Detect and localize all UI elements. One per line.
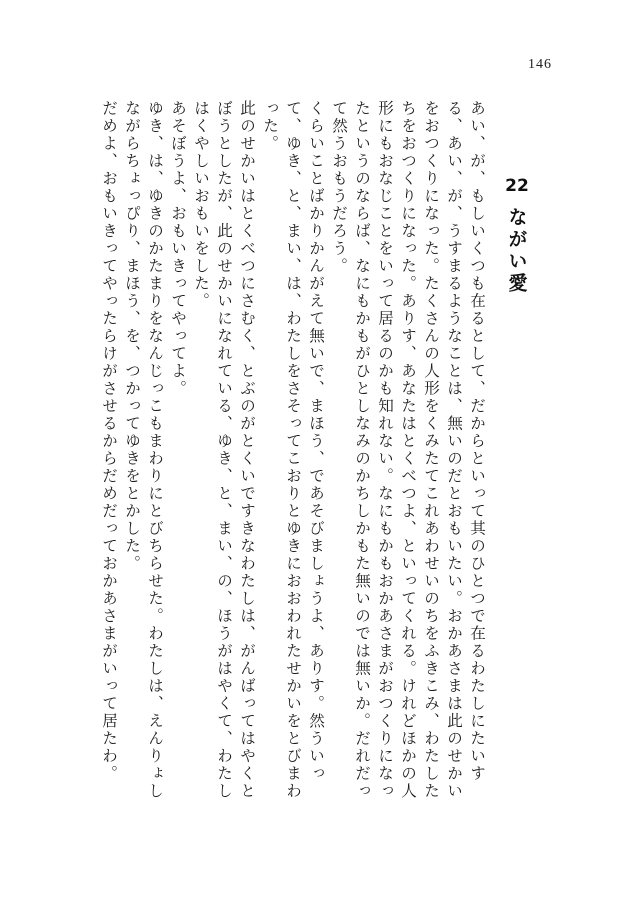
paragraph: あそぼうよ、おもいきってやってよ。 bbox=[169, 100, 187, 398]
paragraph: くらいことばかりかんがえて無いで、まほう、であそびましょうよ、ありす。然ういって、ゆき、と、まい、は、わたしをさそってこおりとゆきにおおわれたせかいをとびまわった。 bbox=[261, 100, 325, 800]
paragraph: あい、が、もしいくつも在るとして、だからといって其のひとつで在るわたしにたいする、あい、が、うすまるようなことは、無いのだとおもいたい。おかあさまは此のせかいをおつくりになった。たくさんの人形をくみたてこれあわせいのちをふきこみ、わたしたちをおつくりになった。ありす、あなたはとくべつよ、といってくれる。けれどほかの人形にもおなじことをいって居るのかも知れない。なにもかもおかあさまがおつくりになったというのならば、なにもかもがひとしなみのかちしかもた無いのでは無いか。だれだって然うおもうだろう。 bbox=[330, 100, 486, 800]
paragraph: ゆき、は、ゆきのかたまりをなんじっこもまわりにとびちらせた。わたしは、えんりょしながらちょっぴり、まほう、を、つかってゆきをとかした。 bbox=[123, 100, 164, 800]
body-text bbox=[74, 100, 488, 808]
chapter-heading bbox=[500, 178, 534, 295]
paragraph: だめよ、おもいきってやったらけがさせるからだめだっておかあさまがいって居たわ。 bbox=[100, 100, 118, 783]
paragraph: 此のせかいはとくべつにさむく、とぶのがとくいですきなわたしは、がんばってはやくとぼうとしたが、此のせかいになれている、ゆき、と、まい、の、ほうがはやくて、わたしはくやしいおもいをした。 bbox=[192, 100, 256, 800]
chapter-title: ながい愛 bbox=[505, 207, 528, 295]
chapter-number: 22 bbox=[505, 176, 529, 196]
page-number: 146 bbox=[528, 57, 552, 72]
